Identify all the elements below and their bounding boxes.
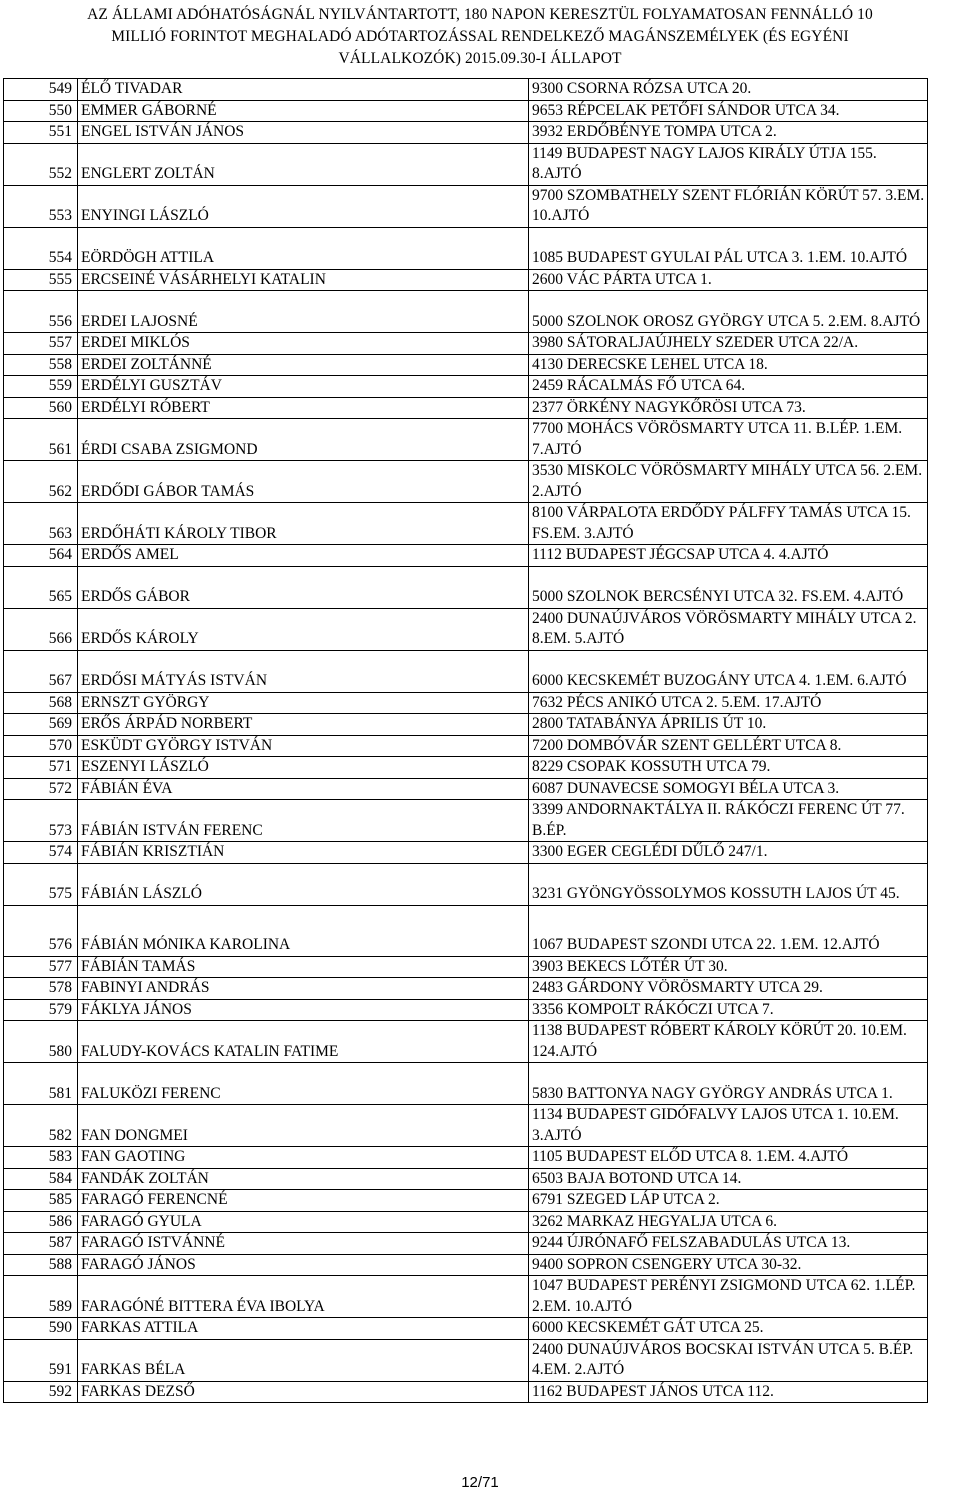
taxpayer-name: ERDÉLYI GUSZTÁV [78,376,529,398]
taxpayer-address: 2400 DUNAÚJVÁROS BOCSKAI ISTVÁN UTCA 5. B.ÉP. 4.EM. 2.AJTÓ [529,1339,928,1381]
taxpayer-address: 9700 SZOMBATHELY SZENT FLÓRIÁN KÖRÚT 57. 3.EM. 10.AJTÓ [529,185,928,227]
row-number: 575 [4,863,78,905]
row-number: 553 [4,185,78,227]
table-row [4,100,928,122]
taxpayer-name: EMMER GÁBORNÉ [78,100,529,122]
taxpayer-name: ERDEI LAJOSNÉ [78,291,529,333]
taxpayer-address: 1162 BUDAPEST JÁNOS UTCA 112. [529,1381,928,1403]
table-row [4,1105,928,1147]
taxpayer-name: FARAGÓNÉ BITTERA ÉVA IBOLYA [78,1276,529,1318]
table-row [4,757,928,779]
table-row [4,354,928,376]
taxpayer-address: 1134 BUDAPEST GIDÓFALVY LAJOS UTCA 1. 10.EM. 3.AJTÓ [529,1105,928,1147]
taxpayer-name: ESZENYI LÁSZLÓ [78,757,529,779]
table-row [4,1021,928,1063]
taxpayer-name: ERDŐS GÁBOR [78,566,529,608]
row-number: 556 [4,291,78,333]
table-row [4,122,928,144]
row-number: 587 [4,1233,78,1255]
taxpayer-address: 7700 MOHÁCS VÖRÖSMARTY UTCA 11. B.LÉP. 1.EM. 7.AJTÓ [529,419,928,461]
row-number: 552 [4,143,78,185]
taxpayer-name: ERDŐSI MÁTYÁS ISTVÁN [78,650,529,692]
table-row [4,956,928,978]
taxpayer-name: ERNSZT GYÖRGY [78,692,529,714]
taxpayer-address: 3399 ANDORNAKTÁLYA II. RÁKÓCZI FERENC ÚT 77. B.ÉP. [529,800,928,842]
table-row [4,397,928,419]
row-number: 558 [4,354,78,376]
taxpayer-name: FÁKLYA JÁNOS [78,999,529,1021]
taxpayer-name: ERDŐS KÁROLY [78,608,529,650]
table-row [4,800,928,842]
taxpayer-name: FÁBIÁN LÁSZLÓ [78,863,529,905]
row-number: 572 [4,778,78,800]
taxpayer-name: FARKAS ATTILA [78,1318,529,1340]
row-number: 580 [4,1021,78,1063]
taxpayer-address: 9244 ÚJRÓNAFŐ FELSZABADULÁS UTCA 13. [529,1233,928,1255]
taxpayer-address: 2377 ÖRKÉNY NAGYKŐRÖSI UTCA 73. [529,397,928,419]
row-number: 583 [4,1147,78,1169]
taxpayer-address: 3903 BEKECS LŐTÉR ÚT 30. [529,956,928,978]
row-number: 565 [4,566,78,608]
taxpayer-address: 2800 TATABÁNYA ÁPRILIS ÚT 10. [529,714,928,736]
taxpayer-table-body [4,79,928,1403]
taxpayer-address: 1085 BUDAPEST GYULAI PÁL UTCA 3. 1.EM. 10.AJTÓ [529,227,928,269]
row-number: 560 [4,397,78,419]
table-row [4,735,928,757]
taxpayer-address: 9300 CSORNA RÓZSA UTCA 20. [529,79,928,101]
taxpayer-address: 9653 RÉPCELAK PETŐFI SÁNDOR UTCA 34. [529,100,928,122]
taxpayer-name: FANDÁK ZOLTÁN [78,1168,529,1190]
table-row [4,566,928,608]
row-number: 574 [4,842,78,864]
taxpayer-name: ENYINGI LÁSZLÓ [78,185,529,227]
table-row [4,461,928,503]
taxpayer-name: ÉLŐ TIVADAR [78,79,529,101]
row-number: 578 [4,978,78,1000]
row-number: 563 [4,503,78,545]
taxpayer-address: 3300 EGER CEGLÉDI DŰLŐ 247/1. [529,842,928,864]
taxpayer-address: 2600 VÁC PÁRTA UTCA 1. [529,269,928,291]
table-row [4,1211,928,1233]
table-row [4,227,928,269]
taxpayer-address: 8229 CSOPAK KOSSUTH UTCA 79. [529,757,928,779]
taxpayer-name: FARKAS DEZSŐ [78,1381,529,1403]
taxpayer-address: 5000 SZOLNOK OROSZ GYÖRGY UTCA 5. 2.EM. 8.AJTÓ [529,291,928,333]
taxpayer-name: FARAGÓ GYULA [78,1211,529,1233]
table-row [4,842,928,864]
taxpayer-address: 1138 BUDAPEST RÓBERT KÁROLY KÖRÚT 20. 10.EM. 124.AJTÓ [529,1021,928,1063]
row-number: 577 [4,956,78,978]
row-number: 559 [4,376,78,398]
taxpayer-address: 6503 BAJA BOTOND UTCA 14. [529,1168,928,1190]
row-number: 588 [4,1254,78,1276]
row-number: 570 [4,735,78,757]
table-row [4,185,928,227]
taxpayer-name: FÁBIÁN ÉVA [78,778,529,800]
taxpayer-address: 8100 VÁRPALOTA ERDŐDY PÁLFFY TAMÁS UTCA 15. FS.EM. 3.AJTÓ [529,503,928,545]
taxpayer-name: ERDŐDI GÁBOR TAMÁS [78,461,529,503]
row-number: 564 [4,545,78,567]
table-row [4,1318,928,1340]
taxpayer-address: 2459 RÁCALMÁS FŐ UTCA 64. [529,376,928,398]
taxpayer-name: FALUKÖZI FERENC [78,1063,529,1105]
taxpayer-address: 5000 SZOLNOK BERCSÉNYI UTCA 32. FS.EM. 4.AJTÓ [529,566,928,608]
row-number: 549 [4,79,78,101]
table-row [4,291,928,333]
table-row [4,692,928,714]
taxpayer-name: ERDEI MIKLÓS [78,333,529,355]
taxpayer-name: FARAGÓ FERENCNÉ [78,1190,529,1212]
table-row [4,1190,928,1212]
taxpayer-name: EÖRDÖGH ATTILA [78,227,529,269]
header-line-1: AZ ÁLLAMI ADÓHATÓSÁGNÁL NYILVÁNTARTOTT, 180 NAPON KERESZTÜL FOLYAMATOSAN FENNÁLLÓ 10 [87,6,873,23]
table-row [4,1063,928,1105]
table-row [4,1254,928,1276]
row-number: 554 [4,227,78,269]
taxpayer-address: 6000 KECSKEMÉT GÁT UTCA 25. [529,1318,928,1340]
row-number: 592 [4,1381,78,1403]
taxpayer-name: ERDÉLYI RÓBERT [78,397,529,419]
table-row [4,714,928,736]
taxpayer-address: 1047 BUDAPEST PERÉNYI ZSIGMOND UTCA 62. 1.LÉP. 2.EM. 10.AJTÓ [529,1276,928,1318]
taxpayer-address: 2400 DUNAÚJVÁROS VÖRÖSMARTY MIHÁLY UTCA 2. 8.EM. 5.AJTÓ [529,608,928,650]
taxpayer-address: 1105 BUDAPEST ELŐD UTCA 8. 1.EM. 4.AJTÓ [529,1147,928,1169]
row-number: 571 [4,757,78,779]
row-number: 550 [4,100,78,122]
document-header [0,4,960,70]
row-number: 581 [4,1063,78,1105]
table-row [4,905,928,956]
taxpayer-address: 3530 MISKOLC VÖRÖSMARTY MIHÁLY UTCA 56. 2.EM. 2.AJTÓ [529,461,928,503]
table-row [4,143,928,185]
taxpayer-name: ERDŐS AMEL [78,545,529,567]
taxpayer-address: 9400 SOPRON CSENGERY UTCA 30-32. [529,1254,928,1276]
taxpayer-name: FARAGÓ JÁNOS [78,1254,529,1276]
taxpayer-name: FAN DONGMEI [78,1105,529,1147]
table-row [4,419,928,461]
table-row [4,978,928,1000]
table-row [4,503,928,545]
taxpayer-address: 7200 DOMBÓVÁR SZENT GELLÉRT UTCA 8. [529,735,928,757]
taxpayer-address: 1149 BUDAPEST NAGY LAJOS KIRÁLY ÚTJA 155. 8.AJTÓ [529,143,928,185]
row-number: 576 [4,905,78,956]
table-row [4,1276,928,1318]
page-number: 12/71 [461,1474,499,1491]
taxpayer-address: 6087 DUNAVECSE SOMOGYI BÉLA UTCA 3. [529,778,928,800]
table-row [4,999,928,1021]
taxpayer-address: 3262 MARKAZ HEGYALJA UTCA 6. [529,1211,928,1233]
taxpayer-name: FAN GAOTING [78,1147,529,1169]
taxpayer-name: ERDŐHÁTI KÁROLY TIBOR [78,503,529,545]
taxpayer-name: FÁBIÁN TAMÁS [78,956,529,978]
taxpayer-address: 1067 BUDAPEST SZONDI UTCA 22. 1.EM. 12.AJTÓ [529,905,928,956]
taxpayer-table [3,78,928,1403]
taxpayer-name: FÁBIÁN KRISZTIÁN [78,842,529,864]
taxpayer-address: 6791 SZEGED LÁP UTCA 2. [529,1190,928,1212]
table-row [4,79,928,101]
taxpayer-name: ERŐS ÁRPÁD NORBERT [78,714,529,736]
table-row [4,778,928,800]
taxpayer-address: 6000 KECSKEMÉT BUZOGÁNY UTCA 4. 1.EM. 6.AJTÓ [529,650,928,692]
table-row [4,333,928,355]
table-row [4,1147,928,1169]
taxpayer-name: ERDEI ZOLTÁNNÉ [78,354,529,376]
table-row [4,608,928,650]
table-row [4,1381,928,1403]
table-row [4,1339,928,1381]
taxpayer-address: 1112 BUDAPEST JÉGCSAP UTCA 4. 4.AJTÓ [529,545,928,567]
taxpayer-name: ESKÜDT GYÖRGY ISTVÁN [78,735,529,757]
row-number: 561 [4,419,78,461]
row-number: 573 [4,800,78,842]
taxpayer-name: ERCSEINÉ VÁSÁRHELYI KATALIN [78,269,529,291]
taxpayer-name: FÁBIÁN MÓNIKA KAROLINA [78,905,529,956]
taxpayer-name: FÁBIÁN ISTVÁN FERENC [78,800,529,842]
row-number: 591 [4,1339,78,1381]
taxpayer-address: 7632 PÉCS ANIKÓ UTCA 2. 5.EM. 17.AJTÓ [529,692,928,714]
taxpayer-name: ENGEL ISTVÁN JÁNOS [78,122,529,144]
row-number: 562 [4,461,78,503]
taxpayer-name: ÉRDI CSABA ZSIGMOND [78,419,529,461]
row-number: 584 [4,1168,78,1190]
row-number: 566 [4,608,78,650]
taxpayer-address: 3932 ERDŐBÉNYE TOMPA UTCA 2. [529,122,928,144]
table-row [4,376,928,398]
table-row [4,863,928,905]
row-number: 567 [4,650,78,692]
row-number: 551 [4,122,78,144]
row-number: 589 [4,1276,78,1318]
taxpayer-address: 4130 DERECSKE LEHEL UTCA 18. [529,354,928,376]
taxpayer-address: 3231 GYÖNGYÖSSOLYMOS KOSSUTH LAJOS ÚT 45. [529,863,928,905]
table-row [4,545,928,567]
row-number: 586 [4,1211,78,1233]
taxpayer-address: 2483 GÁRDONY VÖRÖSMARTY UTCA 29. [529,978,928,1000]
row-number: 590 [4,1318,78,1340]
row-number: 568 [4,692,78,714]
table-row [4,1168,928,1190]
table-row [4,1233,928,1255]
table-row [4,650,928,692]
row-number: 582 [4,1105,78,1147]
header-line-2: MILLIÓ FORINTOT MEGHALADÓ ADÓTARTOZÁSSAL RENDELKEZŐ MAGÁNSZEMÉLYEK (ÉS EGYÉNI [111,28,849,45]
row-number: 569 [4,714,78,736]
taxpayer-address: 3980 SÁTORALJAÚJHELY SZEDER UTCA 22/A. [529,333,928,355]
taxpayer-address: 5830 BATTONYA NAGY GYÖRGY ANDRÁS UTCA 1. [529,1063,928,1105]
taxpayer-name: ENGLERT ZOLTÁN [78,143,529,185]
taxpayer-name: FABINYI ANDRÁS [78,978,529,1000]
taxpayer-name: FARAGÓ ISTVÁNNÉ [78,1233,529,1255]
row-number: 579 [4,999,78,1021]
taxpayer-address: 3356 KOMPOLT RÁKÓCZI UTCA 7. [529,999,928,1021]
row-number: 555 [4,269,78,291]
row-number: 585 [4,1190,78,1212]
row-number: 557 [4,333,78,355]
table-row [4,269,928,291]
header-line-3: VÁLLALKOZÓK) 2015.09.30-I ÁLLAPOT [338,50,622,67]
taxpayer-name: FALUDY-KOVÁCS KATALIN FATIME [78,1021,529,1063]
taxpayer-name: FARKAS BÉLA [78,1339,529,1381]
